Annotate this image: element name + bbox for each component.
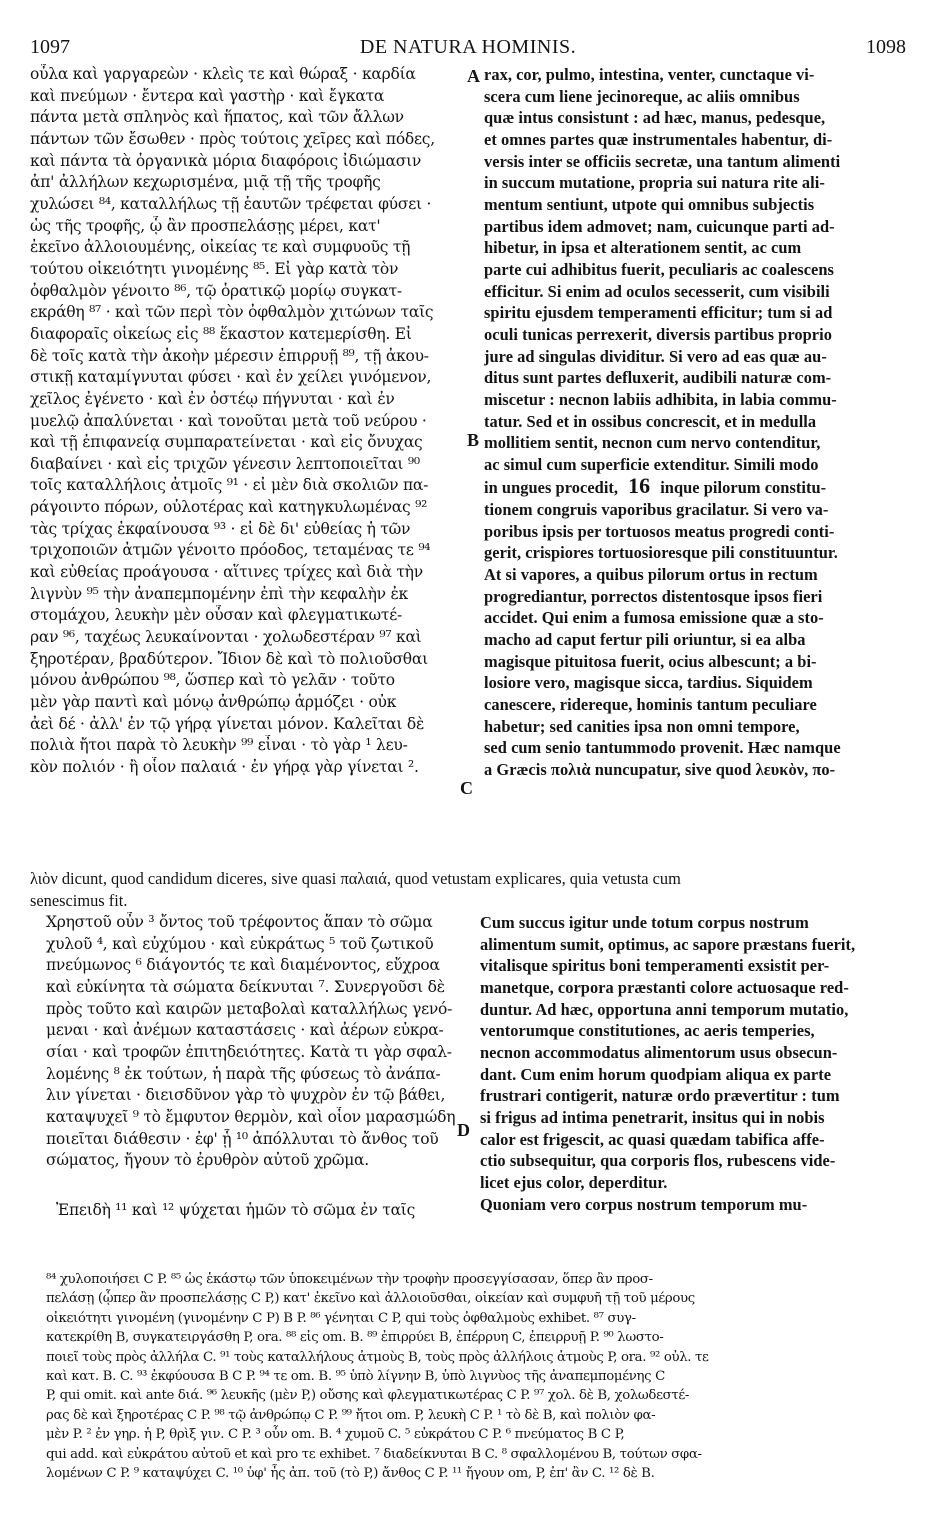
latin-line: frustrari contigerit, naturæ ordo prævertitur : tum xyxy=(480,1086,840,1106)
footnotes xyxy=(46,1270,908,1483)
footnote-line: κατεκρίθη B, συγκατειργάσθη P, ora. ⁸⁸ εἰς om. B. ⁸⁹ ἐπιρρύει B, ἐπέρρυη C, ἐπειρρυῇ P. ⁹⁰ λωστο- xyxy=(46,1330,664,1346)
latin-line: Quoniam vero corpus nostrum temporum mu- xyxy=(480,1194,808,1214)
latin-line: miscetur : necnon labiis adhibita, in labia commu- xyxy=(484,389,837,409)
greek-line: ραν ⁹⁶, ταχέως λευκαίνονται · χολωδεστέραν ⁹⁷ καὶ xyxy=(30,628,422,647)
greek-line: καὶ τῇ ἐπιφανείᾳ συμπαρατείνεται · καὶ εἰς ὄνυχας xyxy=(30,433,423,452)
latin-line: senescimus fit. xyxy=(30,890,128,910)
latin-line: duntur. Ad hæc, opportuna anni temporum mutatio, xyxy=(480,999,849,1019)
footnote-line: καὶ κατ. B. C. ⁹³ ἐκφύουσα B C P. ⁹⁴ τε om. B. ⁹⁵ ὑπὸ λίγνην B, ὑπὸ λιγνὺος τῆς ἀναπεμπομένης C xyxy=(46,1369,665,1385)
greek-line: ὀφθαλμὸν γένοιτο ⁸⁶, τῷ ὁρατικῷ μορίῳ συγκατ- xyxy=(30,281,402,300)
latin-line: a Græcis πολιὰ nuncupatur, sive quod λευκὸν, πο- xyxy=(484,760,836,779)
footnote-line: ποιεῖ τοὺς πρὸς ἀλλήλα C. ⁹¹ τοὺς καταλλήλους ἀτμοὺς B, τοὺς πρὸς ἀλλήλοις ἀτμοὺς P, ora. ⁹² οὐλ. τε xyxy=(46,1349,709,1365)
latin-line: ditus sunt partes defluxerit, audibili naturæ com- xyxy=(484,368,832,388)
section-marker-b: B xyxy=(467,430,480,450)
greek-line: καὶ πάντα τὰ ὀργανικὰ μόρια διαφόροις ἰδιώμασιν xyxy=(30,151,422,170)
greek-line: μόνου ἀνθρώπου ⁹⁸, ὥσπερ καὶ τὸ γελᾶν · τοῦτο xyxy=(30,671,395,690)
greek-line: σώματος, ἤγουν τὸ ἐρυθρὸν αὐτοῦ χρῶμα. xyxy=(46,1151,369,1170)
greek-line: σίαι · καὶ τροφῶν ἐπιτηδειότητες. Κατὰ τι γὰρ σφαλ- xyxy=(46,1042,452,1061)
greek-line: πάντων τῶν ἔσωθεν · πρὸς τούτοις χεῖρες καὶ πόδες, xyxy=(30,129,435,148)
latin-column-lower xyxy=(480,912,908,1215)
latin-line: licet ejus color, deperditur. xyxy=(480,1172,668,1192)
greek-line: ράγοιντο πόρων, οὐλοτέρας καὶ κατηγκυλωμένας ⁹² xyxy=(30,498,428,517)
latin-line: mentum sentiunt, utpote qui omnibus subjectis xyxy=(484,194,815,214)
latin-line: efficitur. Si enim ad oculos secesserit, cum visibili xyxy=(484,281,830,301)
latin-line: ventorumque constitutiones, ac aeris temperies, xyxy=(480,1021,815,1041)
greek-line: καὶ εὐθείας προάγουσα · αἵτινες τρίχες καὶ διὰ τὴν xyxy=(30,563,423,582)
greek-line: πάντα μετὰ σπληνὸς καὶ ἥπατος, καὶ τῶν ἄλλων xyxy=(30,108,404,127)
latin-line: habetur; sed canities ipsa non omni tempore, xyxy=(484,716,800,736)
greek-line: ἀεὶ δέ · ἀλλ' ἐν τῷ γήρᾳ γίνεται μόνον. Καλεῖται δὲ xyxy=(30,714,425,733)
greek-line: μυελῷ ἀπαλύνεται · καὶ τονοῦται μετὰ τοῦ νεύρου · xyxy=(30,411,427,430)
section-number-16: 16 xyxy=(628,475,651,499)
greek-line: πνεύμωνος ⁶ διάγοντός τε καὶ διαμένοντος, εὔχροα xyxy=(46,956,440,975)
greek-line: τοῖς καταλλήλοις ἀτμοῖς ⁹¹ · εἰ μὲν διὰ σκολιῶν πα- xyxy=(30,476,429,495)
latin-line: λιὸν dicunt, quod candidum diceres, sive quasi παλαιά, quod vetustam explicares, quia vetusta cum xyxy=(30,869,681,888)
page-number-right: 1098 xyxy=(866,36,906,58)
latin-line: tionem congruis vaporibus gracilatur. Si vero va- xyxy=(484,500,829,520)
latin-line: sed cum senio tantummodo provenit. Hæc namque xyxy=(484,738,841,758)
latin-line: necnon accommodatus alimentorum usus obsecun- xyxy=(480,1042,838,1062)
latin-line: versis inter se officiis secretæ, una tantum alimenti xyxy=(484,151,841,171)
greek-line: οὖλα καὶ γαργαρεὼν · κλεὶς τε καὶ θώραξ · καρδία xyxy=(30,65,416,83)
greek-line: καὶ πνεύμων · ἔντερα καὶ γαστὴρ · καὶ ἔγκατα xyxy=(30,86,385,105)
latin-line: scera cum liene jecinoreque, ac aliis omnibus xyxy=(484,86,800,106)
section-marker-a: A xyxy=(467,66,480,86)
latin-line: rax, cor, pulmo, intestina, venter, cunctaque vi- xyxy=(484,65,815,84)
greek-line: λιγνὺν ⁹⁵ τὴν ἀναπεμπομένην ἐπὶ τὴν κεφαλὴν ἐκ xyxy=(30,584,408,603)
greek-line: πρὸς τοῦτο καὶ καιρῶν μεταβολαὶ καταλλήλως γενό- xyxy=(46,999,453,1018)
latin-line: ac simul cum superficie extenditur. Simili modo xyxy=(484,454,819,474)
greek-line: πολιὰ ἤτοι παρὰ τὸ λευκὴν ⁹⁹ εἶναι · τὸ γὰρ ¹ λευ- xyxy=(30,736,408,755)
greek-line: λιν γίνεται · διεισδῦνον γὰρ τὸ ψυχρὸν ἐν τῷ βάθει, xyxy=(46,1086,446,1105)
latin-line: vitalisque spiritus boni temperamenti exsistit per- xyxy=(480,956,830,976)
latin-line: jure ad singulas dividitur. Si vero ad eas quæ au- xyxy=(484,346,827,366)
greek-line: κὸν πολιόν · ἢ οἷον παλαιά · ἐν γήρᾳ γὰρ γίνεται ². xyxy=(30,758,419,776)
greek-line: χυλώσει ⁸⁴, καταλλήλως τῇ ἑαυτῶν τρέφεται φύσει · xyxy=(30,194,432,213)
greek-line: διαφοραῖς οἰκείως εἰς ⁸⁸ ἕκαστον κατεμερίσθη. Εἰ xyxy=(30,324,412,343)
latin-line: Cum succus igitur unde totum corpus nostrum xyxy=(480,913,809,932)
latin-line: oculi tunicas perrexerit, diversis partibus proprio xyxy=(484,324,832,344)
page-number-left: 1097 xyxy=(30,36,70,58)
greek-line: τριχοποιῶν ἀτμῶν γένοιτο πρόοδος, τεταμένας τε ⁹⁴ xyxy=(30,541,431,560)
greek-line: Χρηστοῦ οὖν ³ ὄντος τοῦ τρέφοντος ἅπαν τὸ σῶμα xyxy=(46,913,433,931)
latin-line: partibus idem admovet; nam, cuicunque parti ad- xyxy=(484,216,835,236)
greek-line: λομένης ⁸ ἐκ τούτων, ἡ παρὰ τῆς φύσεως τὸ ἀνάπα- xyxy=(46,1064,441,1083)
latin-line-part: inque pilorum constitu- xyxy=(660,478,827,498)
latin-line: hibetur, in ipsa et alterationem sentit, ac cum xyxy=(484,238,802,258)
greek-column-lower xyxy=(46,912,462,1172)
latin-line: losiore vero, magisque sicca, tardius. Siquidem xyxy=(484,673,813,693)
footnote-line: P, qui omit. καὶ ante διά. ⁹⁶ λευκῆς (μὲν P,) οὔσης καὶ φλεγματικωτέρας C P. ⁹⁷ χολ. δὲ B, χολωδεστέ- xyxy=(46,1388,690,1404)
greek-line: ὡς τῆς τροφῆς, ᾧ ἂν προσπελάσῃς μέρει, κατ' xyxy=(30,216,381,235)
footnote-line: ⁸⁴ χυλοποιήσει C P. ⁸⁵ ὡς ἑκάστῳ τῶν ὑποκειμένων τὴν τροφὴν προσεγγίσασαν, ὅπερ ἂν προσ- xyxy=(46,1272,653,1287)
greek-line: χεῖλος ἐγένετο · καὶ ἐν ὀστέῳ πήγνυται · καὶ ἐν xyxy=(30,389,395,408)
greek-line: στικῇ καταμίγνυται φύσει · καὶ ἐν χείλει γινόμενον, xyxy=(30,368,432,387)
greek-column-upper xyxy=(30,64,465,779)
latin-line: si frigus ad intima penetrarit, insitus qui in nobis xyxy=(480,1107,825,1127)
latin-line: canescere, ridereque, hominis tantum peculiare xyxy=(484,695,817,715)
greek-line: δὲ τοῖς κατὰ τὴν ἀκοὴν μέρεσιν ἐπιρρυῇ ⁸⁹, τῇ ἀκου- xyxy=(30,346,429,365)
latin-line: et omnes partes quæ instrumentales habentur, di- xyxy=(484,129,833,149)
latin-line xyxy=(484,475,908,499)
section-marker-c: C xyxy=(460,778,473,798)
greek-line: τούτου οἰκειότητι γινομένης ⁸⁵. Εἰ γὰρ κατὰ τὸν xyxy=(30,259,399,278)
greek-line: ξηροτέραν, βραδύτερον. Ἴδιον δὲ καὶ τὸ πολιοῦσθαι xyxy=(30,649,428,668)
latin-line: At si vapores, a quibus pilorum ortus in rectum xyxy=(484,565,818,585)
latin-line: alimentum sumit, optimus, ac sapore præstans fuerit, xyxy=(480,934,856,954)
latin-line: parte cui adhibitus fuerit, peculiaris ac coalescens xyxy=(484,259,834,279)
running-title: DE NATURA HOMINIS. xyxy=(359,36,577,58)
latin-line: macho ad caput fertur pili oriuntur, si ea alba xyxy=(484,630,806,650)
greek-line: καὶ εὐκίνητα τὰ σώματα δείκνυται ⁷. Συνεργοῦσι δὲ xyxy=(46,977,445,996)
footnote-line: οἰκειότητι γινομένη (γινομένην C P) B P. ⁸⁶ γένηται C P, qui τοὺς ὀφθαλμοὺς exhibet. ⁸⁷ συγ- xyxy=(46,1310,636,1326)
latin-line: calor est frigescit, ac quasi quædam tabifica affe- xyxy=(480,1129,825,1149)
latin-line: manetque, corpora præstanti colore actuosaque red- xyxy=(480,977,849,997)
latin-line: quæ intus consistunt : ad hæc, manus, pedesque, xyxy=(484,108,826,128)
greek-line: μὲν γὰρ παντὶ καὶ μόνῳ ἀνθρώπῳ ἁρμόζει · οὐκ xyxy=(30,693,397,712)
footnote-line: qui add. καὶ εὐκράτου αὐτοῦ et καὶ pro τε exhibet. ⁷ διαδείκνυται B C. ⁸ σφαλλομένου B, τούτων σφα- xyxy=(46,1446,702,1462)
latin-line: ctio subsequitur, qua corporis flos, rubescens vide- xyxy=(480,1151,836,1171)
greek-line: χυλοῦ ⁴, καὶ εὐχύμου · καὶ εὐκράτως ⁵ τοῦ ζωτικοῦ xyxy=(46,934,434,953)
footnote-line: λομένων C P. ⁹ καταψύχει C. ¹⁰ ὑφ' ἧς ἀπ. τοῦ (τὸ P,) ἄνθος C P. ¹¹ ἤγουν om, P, ἐπ' ἂν C. ¹² δὲ B. xyxy=(46,1466,655,1482)
latin-line: spiritu ejusdem temperamenti efficitur; tum si ad xyxy=(484,303,833,323)
latin-line: progrediantur, porrectos distentosque ipsos fieri xyxy=(484,586,823,606)
latin-line: gerit, crispiores tortuosioresque pili constituuntur. xyxy=(484,543,838,563)
greek-line: καταψυχεῖ ⁹ τὸ ἔμφυτον θερμὸν, καὶ οἷον μαρασμώδη xyxy=(46,1107,456,1126)
greek-line: στομάχου, λευκὴν μὲν οὖσαν καὶ φλεγματικωτέ- xyxy=(30,606,403,625)
greek-line: Ἐπειδὴ ¹¹ καὶ ¹² ψύχεται ἡμῶν τὸ σῶμα ἐν ταῖς xyxy=(56,1201,416,1219)
latin-line: mollitiem sentit, necnon cum nervo contenditur, xyxy=(484,433,821,453)
greek-line: ποιεῖται διάθεσιν · ἐφ' ᾗ ¹⁰ ἀπόλλυται τὸ ἄνθος τοῦ xyxy=(46,1129,439,1148)
latin-line: dant. Cum enim horum quodpiam aliqua ex parte xyxy=(480,1064,832,1084)
footnote-line: ρας δὲ καὶ ξηροτέρας C P. ⁹⁸ τῷ ἀνθρώπῳ C P. ⁹⁹ ἤτοι om. P, λευκὴ C P. ¹ τὸ δὲ B, καὶ πολιὸν φα- xyxy=(46,1407,656,1423)
full-width-latin-line xyxy=(30,868,910,911)
latin-line: poribus ipsis per tortuosos meatus progredi conti- xyxy=(484,521,835,541)
latin-line: in succum mutatione, propria sui natura rite ali- xyxy=(484,173,825,193)
latin-line: magisque pituitosa fuerit, ocius albescunt; a bi- xyxy=(484,651,817,671)
latin-column-upper xyxy=(484,64,908,781)
greek-line: διαβαίνει · καὶ εἰς τριχῶν γένεσιν λεπτοποιεῖται ⁹⁰ xyxy=(30,454,420,473)
greek-line: ἀπ' ἀλλήλων κεχωρισμένα, μιᾷ τῇ τῆς τροφῆς xyxy=(30,173,381,192)
latin-line-part: in ungues procedit, xyxy=(484,478,619,498)
latin-line: accidet. Qui enim a fumosa emissione quæ a sto- xyxy=(484,608,824,628)
footnote-line: πελάσῃ (ᾧπερ ἂν προσπελάσῃς C P,) κατ' ἐκεῖνο καὶ ἀλλοιοῦσθαι, οἰκείαν καὶ συμφυῆ τῇ τοῦ μέρους xyxy=(46,1291,695,1307)
greek-line: ἐκεῖνο ἀλλοιουμένης, οἰκείας τε καὶ συμφυοῦς τῇ xyxy=(30,238,411,257)
latin-line: tatur. Sed et in ossibus concrescit, et in medulla xyxy=(484,411,817,431)
greek-line: τὰς τρίχας ἐκφαίνουσα ⁹³ · εἰ δὲ δι' εὐθείας ἡ τῶν xyxy=(30,519,411,538)
running-header xyxy=(30,36,906,60)
greek-column-lower-last xyxy=(56,1200,462,1222)
greek-line: μεναι · καὶ ἀνέμων καταστάσεις · καὶ ἀέρων εὐκρα- xyxy=(46,1021,444,1040)
footnote-line: μὲν P. ² ἐν γηρ. ἡ P, θρὶξ γιν. C P. ³ οὖν om. B. ⁴ χυμοῦ C. ⁵ εὐκράτου C P. ⁶ πνεύματος B C P, xyxy=(46,1427,625,1443)
section-marker-d: D xyxy=(457,1120,470,1140)
greek-line: εκράθη ⁸⁷ · καὶ τῶν περὶ τὸν ὀφθαλμὸν χιτώνων ταῖς xyxy=(30,303,434,322)
